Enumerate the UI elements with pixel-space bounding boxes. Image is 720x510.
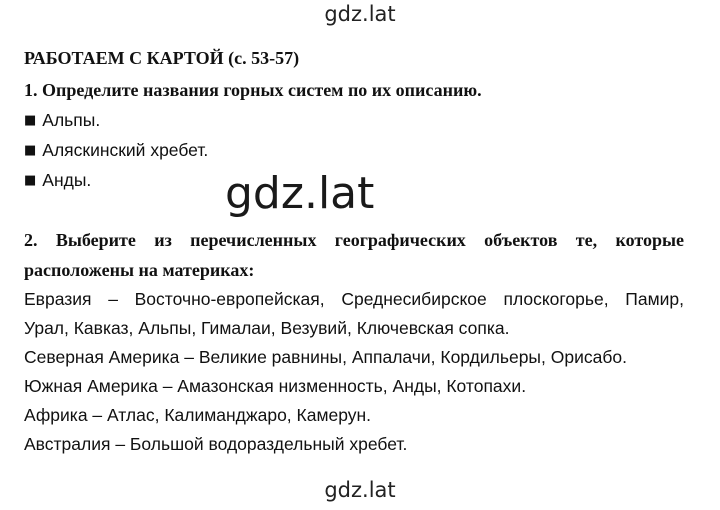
task2-question-line1: 2. Выберите из перечисленных географических объектов те, которые — [24, 230, 684, 250]
section-title: РАБОТАЕМ С КАРТОЙ (с. 53-57) — [24, 48, 300, 68]
task2-answer-line-2: Урал, Кавказ, Альпы, Гималаи, Везувий, Ключевская сопка. — [24, 318, 510, 338]
task2-answer-line-5: Африка – Атлас, Калиманджаро, Камерун. — [24, 405, 372, 425]
bullet-square-icon: ■ — [24, 173, 37, 188]
bullet-square-icon: ■ — [24, 143, 37, 158]
task1-answer-1 — [24, 110, 100, 131]
watermark-bottom: gdz.lat — [324, 478, 396, 502]
answer-text: Анды. — [42, 170, 92, 190]
task1-answer-3 — [24, 170, 91, 191]
bullet-square-icon: ■ — [24, 113, 37, 128]
watermark-top: gdz.lat — [324, 2, 396, 26]
task2-answer-line-1: Евразия – Восточно-европейская, Среднесибирское плоскогорье, Памир, — [24, 289, 684, 309]
task2-answer-line-3: Северная Америка – Великие равнины, Аппалачи, Кордильеры, Орисабо. — [24, 347, 627, 367]
task1-answer-2 — [24, 140, 208, 161]
task2-answer-line-6: Австралия – Большой водораздельный хребет. — [24, 434, 408, 454]
answer-text: Аляскинский хребет. — [42, 140, 209, 160]
task2-question-line2: расположены на материках: — [24, 260, 255, 280]
watermark-center: gdz.lat — [225, 168, 375, 219]
task1-question: 1. Определите названия горных систем по их описанию. — [24, 80, 482, 100]
answer-text: Альпы. — [42, 110, 101, 130]
task2-answer-line-4: Южная Америка – Амазонская низменность, Анды, Котопахи. — [24, 376, 527, 396]
